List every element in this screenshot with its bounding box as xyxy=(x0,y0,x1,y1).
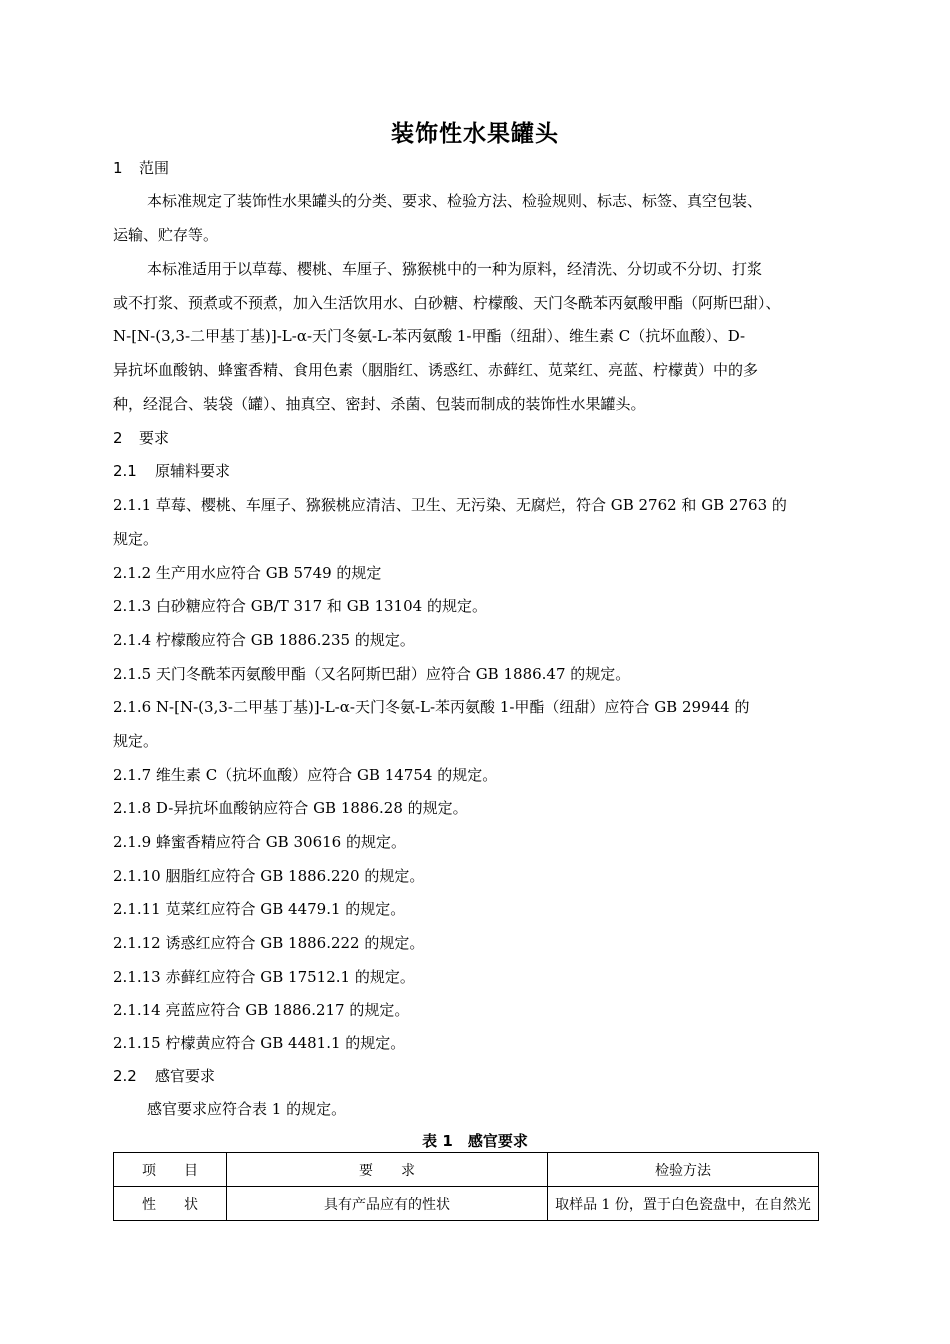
table-cell: 具有产品应有的性状 xyxy=(227,1187,548,1221)
clause-line: 2.1.7 维生素 C（抗坏血酸）应符合 GB 14754 的规定。 xyxy=(113,766,498,784)
paragraph-line: 感官要求应符合表 1 的规定。 xyxy=(147,1100,347,1118)
section-number: 1 xyxy=(113,159,123,177)
sensory-requirements-table xyxy=(113,1152,819,1221)
table-header-row xyxy=(114,1153,819,1187)
clause-line: 2.1.13 赤藓红应符合 GB 17512.1 的规定。 xyxy=(113,968,415,986)
clause-line: 规定。 xyxy=(113,732,159,750)
section-number: 2.2 xyxy=(113,1067,137,1085)
section-2-2-heading xyxy=(113,1065,833,1087)
section-2-heading xyxy=(113,427,833,449)
section-title: 范围 xyxy=(139,159,170,177)
clause-line: 2.1.10 胭脂红应符合 GB 1886.220 的规定。 xyxy=(113,867,425,885)
section-title: 要求 xyxy=(139,429,170,447)
section-number: 2.1 xyxy=(113,462,137,480)
clause-line: 2.1.5 天门冬酰苯丙氨酸甲酯（又名阿斯巴甜）应符合 GB 1886.47 的规定。 xyxy=(113,665,631,683)
paragraph-line: 异抗坏血酸钠、蜂蜜香精、食用色素（胭脂红、诱惑红、赤藓红、苋菜红、亮蓝、柠檬黄）中的多 xyxy=(113,361,759,379)
clause-line: 2.1.1 草莓、樱桃、车厘子、猕猴桃应清洁、卫生、无污染、无腐烂，符合 GB 2762 和 GB 2763 的 xyxy=(113,496,787,514)
table-cell: 取样品 1 份，置于白色瓷盘中，在自然光 xyxy=(548,1187,819,1221)
paragraph-line: 本标准适用于以草莓、樱桃、车厘子、猕猴桃中的一种为原料，经清洗、分切或不分切、打浆 xyxy=(147,260,763,278)
clause-line: 2.1.11 苋菜红应符合 GB 4479.1 的规定。 xyxy=(113,900,406,918)
section-1-heading xyxy=(113,157,833,179)
clause-line: 2.1.14 亮蓝应符合 GB 1886.217 的规定。 xyxy=(113,1001,410,1019)
clause-line: 2.1.8 D-异抗坏血酸钠应符合 GB 1886.28 的规定。 xyxy=(113,799,468,817)
paragraph-line: 种，经混合、装袋（罐）、抽真空、密封、杀菌、包装而制成的装饰性水果罐头。 xyxy=(113,395,646,413)
paragraph-line: 本标准规定了装饰性水果罐头的分类、要求、检验方法、检验规则、标志、标签、真空包装、 xyxy=(147,192,763,210)
section-number: 2 xyxy=(113,429,123,447)
table-cell: 性 状 xyxy=(114,1187,227,1221)
column-header: 项 目 xyxy=(114,1153,227,1187)
clause-line: 2.1.6 N-[N-(3,3-二甲基丁基)]-L-α-天门冬氨-L-苯丙氨酸 1-甲酯（纽甜）应符合 GB 29944 的 xyxy=(113,698,750,716)
column-header: 检验方法 xyxy=(548,1153,819,1187)
paragraph-line: N-[N-(3,3-二甲基丁基)]-L-α-天门冬氨-L-苯丙氨酸 1-甲酯（纽甜）、维生素 C（抗坏血酸）、D- xyxy=(113,327,746,345)
clause-line: 规定。 xyxy=(113,530,159,548)
clause-line: 2.1.15 柠檬黄应符合 GB 4481.1 的规定。 xyxy=(113,1034,406,1052)
clause-line: 2.1.2 生产用水应符合 GB 5749 的规定 xyxy=(113,564,382,582)
section-title: 原辅料要求 xyxy=(155,462,231,480)
clause-line: 2.1.12 诱惑红应符合 GB 1886.222 的规定。 xyxy=(113,934,425,952)
section-title: 感官要求 xyxy=(155,1067,216,1085)
paragraph-line: 或不打浆、预煮或不预煮，加入生活饮用水、白砂糖、柠檬酸、天门冬酰苯丙氨酸甲酯（阿斯巴甜）、 xyxy=(113,294,781,312)
table-caption: 表 1 感官要求 xyxy=(422,1132,528,1150)
column-header: 要 求 xyxy=(227,1153,548,1187)
table-row xyxy=(114,1187,819,1221)
clause-line: 2.1.4 柠檬酸应符合 GB 1886.235 的规定。 xyxy=(113,631,415,649)
paragraph-line: 运输、贮存等。 xyxy=(113,226,219,244)
section-2-1-heading xyxy=(113,460,833,482)
document-title: 装饰性水果罐头 xyxy=(391,121,559,147)
clause-line: 2.1.9 蜂蜜香精应符合 GB 30616 的规定。 xyxy=(113,833,406,851)
clause-line: 2.1.3 白砂糖应符合 GB/T 317 和 GB 13104 的规定。 xyxy=(113,597,487,615)
